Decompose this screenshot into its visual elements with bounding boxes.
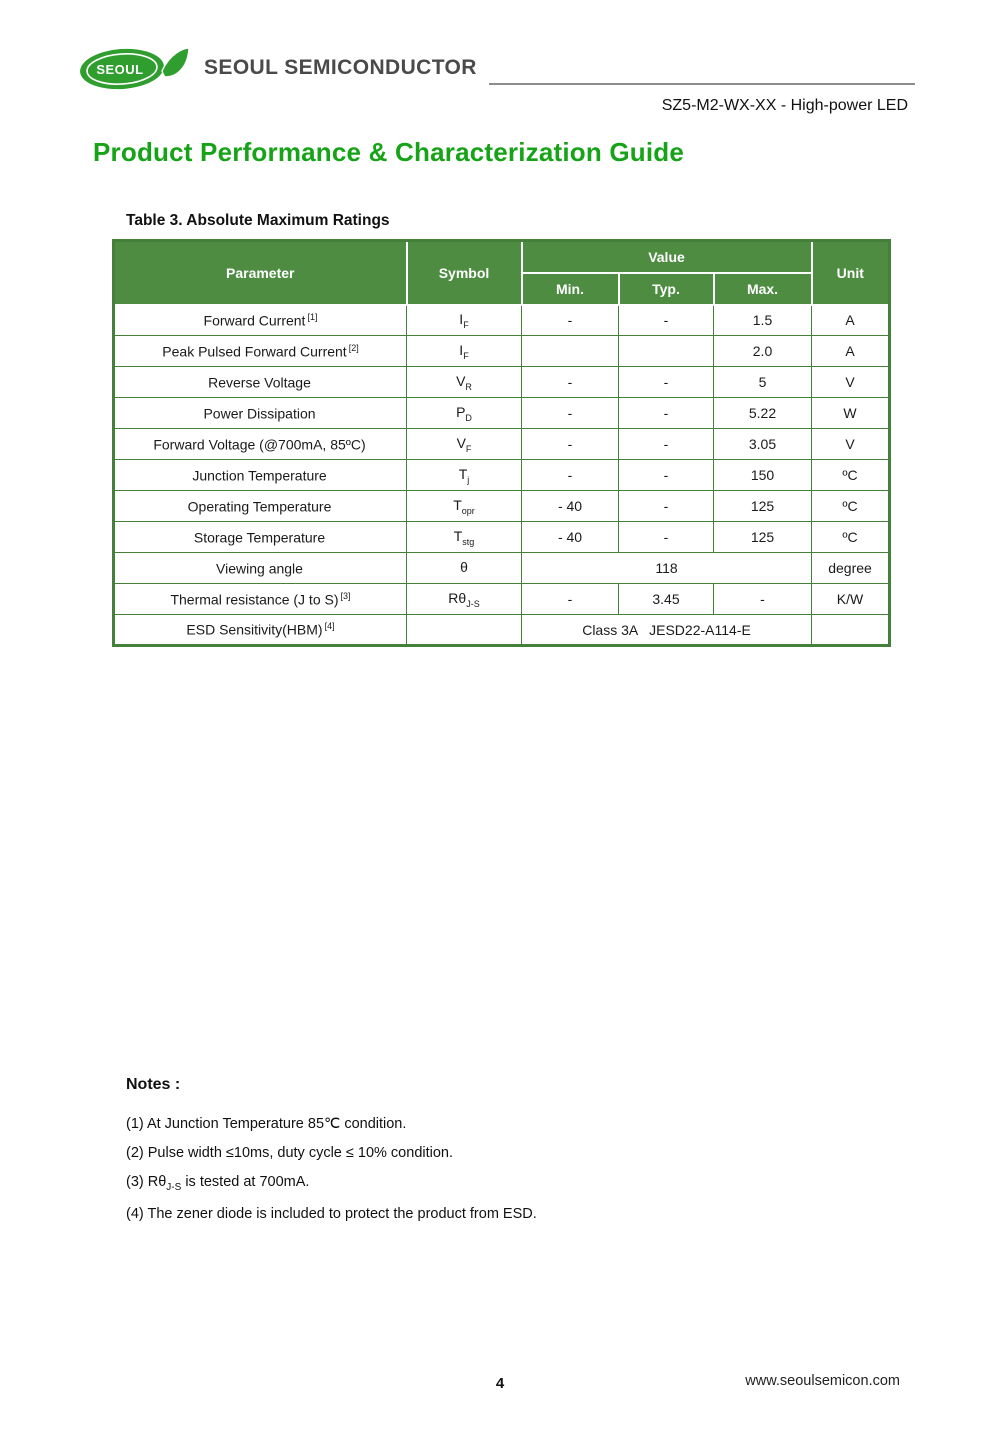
- table-caption: Table 3. Absolute Maximum Ratings: [126, 212, 390, 229]
- max-cell: 3.05: [714, 429, 812, 460]
- note-3: (3) $R\theta_{J-S}$ is tested at 700mA.: [126, 1174, 310, 1193]
- typ-cell: -: [619, 460, 714, 491]
- param-cell: Viewing angle: [114, 553, 407, 584]
- param-cell: Operating Temperature: [114, 491, 407, 522]
- table-row: [114, 305, 890, 336]
- col-header-value: Value: [522, 241, 812, 273]
- typ-cell: -: [619, 491, 714, 522]
- note-1: (1) At Junction Temperature 85℃ condition.: [126, 1116, 407, 1132]
- value-cell: 118: [522, 553, 812, 584]
- symbol-cell: $I_F$: [407, 305, 522, 336]
- min-cell: - 40: [522, 491, 619, 522]
- max-cell: 1.5: [714, 305, 812, 336]
- unit-cell: K/W: [812, 584, 890, 615]
- param-cell: Peak Pulsed Forward Current [2]: [114, 336, 407, 367]
- note-2: (2) Pulse width ≤10ms, duty cycle ≤ 10% condition.: [126, 1145, 454, 1161]
- col-header-parameter: Parameter: [114, 241, 407, 305]
- table-row: [114, 398, 890, 429]
- min-cell: -: [522, 460, 619, 491]
- max-cell: -: [714, 584, 812, 615]
- seoul-logo: [78, 44, 190, 92]
- param-cell: Power Dissipation: [114, 398, 407, 429]
- table-row: [114, 336, 890, 367]
- param-cell: Thermal resistance (J to S) [3]: [114, 584, 407, 615]
- unit-cell: ºC: [812, 460, 890, 491]
- min-cell: - 40: [522, 522, 619, 553]
- notes-section: [126, 1076, 537, 1235]
- unit-cell: A: [812, 336, 890, 367]
- unit-cell: A: [812, 305, 890, 336]
- unit-cell: ºC: [812, 491, 890, 522]
- col-header-min: Min.: [522, 273, 619, 305]
- table-row: [114, 615, 890, 646]
- param-cell: ESD Sensitivity(HBM) [4]: [114, 615, 407, 646]
- table-row: [114, 553, 890, 584]
- table-row: [114, 491, 890, 522]
- page-title: Product Performance & Characterization Guide: [93, 137, 685, 167]
- min-cell: -: [522, 584, 619, 615]
- typ-cell: [619, 336, 714, 367]
- website-text: www.seoulsemicon.com: [745, 1373, 900, 1389]
- param-cell: Forward Voltage (@700mA, 85ºC): [114, 429, 407, 460]
- col-header-max: Max.: [714, 273, 812, 305]
- symbol-cell: $V_F$: [407, 429, 522, 460]
- header-divider: [489, 83, 915, 85]
- min-cell: -: [522, 305, 619, 336]
- typ-cell: -: [619, 429, 714, 460]
- param-cell: Forward Current [1]: [114, 305, 407, 336]
- max-cell: 2.0: [714, 336, 812, 367]
- typ-cell: -: [619, 522, 714, 553]
- param-cell: Reverse Voltage: [114, 367, 407, 398]
- typ-cell: -: [619, 398, 714, 429]
- absolute-maximum-ratings-table: [112, 239, 891, 647]
- table-row: [114, 584, 890, 615]
- min-cell: -: [522, 367, 619, 398]
- symbol-cell: $T_{stg}$: [407, 522, 522, 553]
- unit-cell: W: [812, 398, 890, 429]
- page-number: 4: [495, 1375, 505, 1392]
- col-header-unit: Unit: [812, 241, 890, 305]
- max-cell: 5: [714, 367, 812, 398]
- company-name: SEOUL SEMICONDUCTOR: [204, 56, 477, 79]
- col-header-symbol: Symbol: [407, 241, 522, 305]
- note-4: (4) The zener diode is included to protect the product from ESD.: [126, 1205, 537, 1222]
- min-cell: [522, 336, 619, 367]
- symbol-cell: $P_D$: [407, 398, 522, 429]
- footnote-ref: [3]: [340, 590, 351, 601]
- footnote-ref: [2]: [348, 342, 359, 353]
- param-cell: Junction Temperature: [114, 460, 407, 491]
- symbol-cell: $T_j$: [407, 460, 522, 491]
- table-row: [114, 522, 890, 553]
- typ-cell: -: [619, 305, 714, 336]
- header-row-1: [114, 241, 890, 273]
- max-cell: 125: [714, 491, 812, 522]
- unit-cell: [812, 615, 890, 646]
- max-cell: 5.22: [714, 398, 812, 429]
- logo-text: SEOUL: [96, 62, 144, 77]
- product-name: SZ5-M2-WX-XX - High-power LED: [661, 97, 908, 114]
- min-cell: -: [522, 429, 619, 460]
- unit-cell: ºC: [812, 522, 890, 553]
- logo-leaf-icon: [162, 48, 189, 77]
- symbol-cell: [407, 615, 522, 646]
- table-row: [114, 460, 890, 491]
- unit-cell: V: [812, 429, 890, 460]
- max-cell: 150: [714, 460, 812, 491]
- symbol-cell: $I_F$: [407, 336, 522, 367]
- symbol-cell: $V_R$: [407, 367, 522, 398]
- min-cell: -: [522, 398, 619, 429]
- max-cell: 125: [714, 522, 812, 553]
- symbol-cell: θ: [407, 553, 522, 584]
- typ-cell: -: [619, 367, 714, 398]
- symbol-cell: $T_{opr}$: [407, 491, 522, 522]
- notes-title: Notes :: [126, 1076, 181, 1093]
- unit-cell: V: [812, 367, 890, 398]
- footnote-ref: [1]: [307, 311, 318, 322]
- table-row: [114, 429, 890, 460]
- value-cell: Class 3A JESD22-A114-E: [522, 615, 812, 646]
- typ-cell: 3.45: [619, 584, 714, 615]
- param-cell: Storage Temperature: [114, 522, 407, 553]
- unit-cell: degree: [812, 553, 890, 584]
- col-header-typ: Typ.: [619, 273, 714, 305]
- symbol-cell: $R\theta_{J-S}$: [407, 584, 522, 615]
- footnote-ref: [4]: [324, 621, 335, 632]
- table-row: [114, 367, 890, 398]
- page-header: [0, 0, 1000, 92]
